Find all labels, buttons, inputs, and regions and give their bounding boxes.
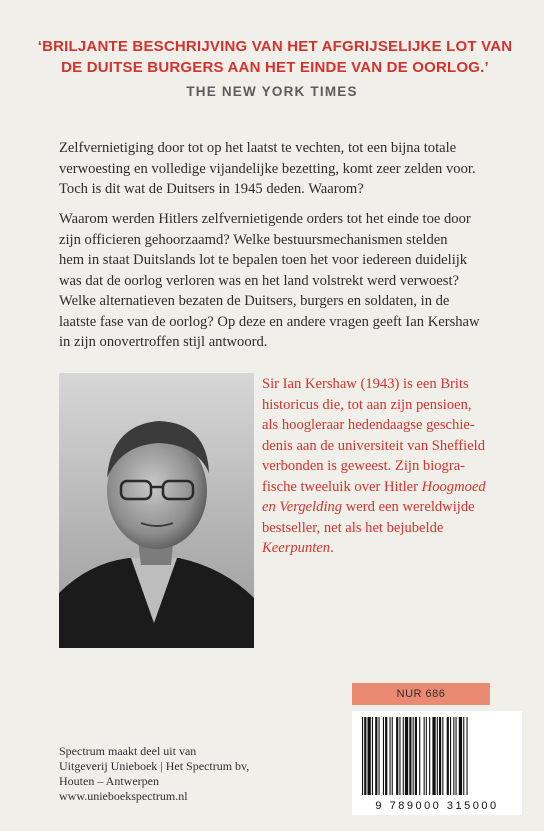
bio-text: fische tweeluik over Hitler <box>262 478 422 495</box>
review-quote-line-1: ‘BRILJANTE BESCHRIJVING VAN HET AFGRIJSELIJKE LOT VAN <box>37 38 513 55</box>
bio-line <box>262 538 522 559</box>
blurb-line: Waarom werden Hitlers zelfvernietigende orders tot het einde toe door <box>59 211 471 227</box>
bio-line: Sir Ian Kershaw (1943) is een Brits <box>262 376 469 392</box>
author-bio <box>262 374 522 559</box>
bio-line: verbonden is geweest. Zijn biogra- <box>262 458 466 474</box>
publisher-line: Spectrum maakt deel uit van <box>59 744 197 758</box>
blurb-line: Zelfvernietiging door tot op het laatst te vechten, tot een bijna totale <box>59 140 457 156</box>
bio-line <box>262 477 522 498</box>
quote-source: THE NEW YORK TIMES <box>186 84 358 99</box>
blurb-line: was dat de oorlog verloren was en het land volstrekt werd verwoest? <box>59 272 459 289</box>
publisher-line: Houten – Antwerpen <box>59 774 159 788</box>
review-quote <box>30 36 520 78</box>
nur-code-badge: NUR 686 <box>352 683 490 705</box>
bio-line: denis aan de universiteit van Sheffield <box>262 437 486 454</box>
book-title-hoogmoed: Hoogmoed <box>421 478 486 495</box>
bio-line: bestseller, net als het bejubelde <box>262 519 444 536</box>
publisher-info <box>59 744 329 804</box>
barcode-digits: 9 789000 315000 <box>375 800 499 812</box>
bio-line: historicus die, tot aan zijn pensioen, <box>262 396 472 413</box>
blurb-line: zijn officieren gehoorzaamd? Welke bestuursmechanismen stelden <box>59 231 448 248</box>
review-quote-line-2: DE DUITSE BURGERS AAN HET EINDE VAN DE OORLOG.’ <box>61 59 489 76</box>
blurb-line: Welke alternatieven bezaten de Duitsers, burgers en soldaten, in de <box>59 293 450 309</box>
blurb-paragraph-2 <box>59 209 509 353</box>
barcode-icon <box>360 717 514 799</box>
bio-text: . <box>330 540 334 556</box>
blurb-paragraph-1 <box>59 138 509 200</box>
book-title-keerpunten: Keerpunten <box>262 540 331 556</box>
bio-line <box>262 497 522 518</box>
blurb-line: in zijn onovertroffen stijl antwoord. <box>59 334 268 350</box>
author-photo <box>59 373 254 648</box>
blurb-line: hem in staat Duitslands lot te bepalen toen het voor iedereen duidelijk <box>59 252 468 268</box>
blurb-line: laatste fase van de oorlog? Op deze en andere vragen geeft Ian Kershaw <box>59 313 480 330</box>
author-portrait-icon <box>59 373 254 648</box>
bio-line: als hoogleraar hedendaagse geschie- <box>262 417 475 433</box>
blurb-line: verwoesting en volledige vijandelijke bezetting, komt zeer zelden voor. <box>59 160 476 177</box>
blurb-line: Toch is dit wat de Duitsers in 1945 deden. Waarom? <box>59 181 364 197</box>
isbn-barcode <box>352 711 522 815</box>
publisher-line: Uitgeverij Unieboek | Het Spectrum bv, <box>59 759 250 773</box>
bio-text: werd een wereldwijde <box>342 499 475 515</box>
publisher-line: www.unieboekspectrum.nl <box>59 789 188 803</box>
book-title-vergelding: en Vergelding <box>262 499 343 515</box>
